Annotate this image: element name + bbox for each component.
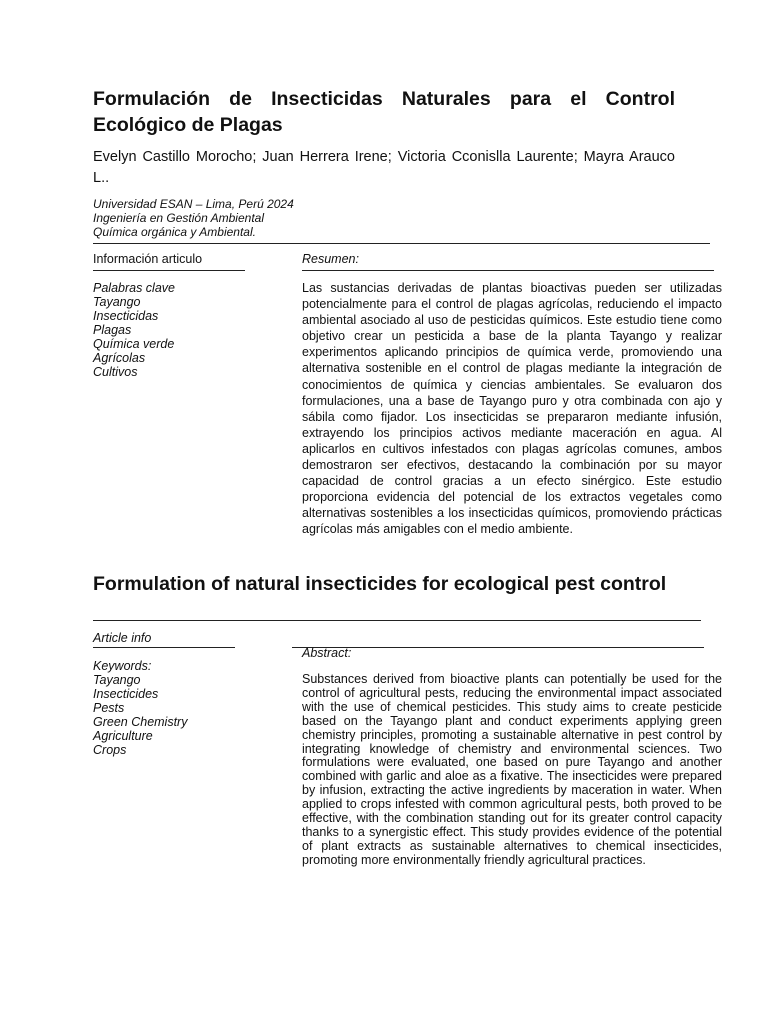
- keyword-item: Insecticidas: [93, 309, 159, 323]
- paper-title-english: Formulation of natural insecticides for ecological pest control: [93, 573, 667, 595]
- affiliation-course: Química orgánica y Ambiental.: [93, 225, 256, 239]
- affiliation-university: Universidad ESAN – Lima, Perú 2024: [93, 197, 294, 211]
- keyword-item: Tayango: [93, 673, 141, 687]
- affiliation-block: [93, 197, 493, 239]
- article-info-divider-english: [93, 647, 235, 648]
- keyword-item: Cultivos: [93, 365, 138, 379]
- abstract-label-english: Abstract:: [302, 646, 352, 660]
- abstract-label-spanish: Resumen:: [302, 252, 359, 266]
- abstract-text-spanish: Las sustancias derivadas de plantas bioactivas pueden ser utilizadas potencialmente para el control de plagas agrícolas, reduciendo el impacto ambiental asociado al uso de pesticidas químicos. Este estudio tiene como objetivo crear un pesticida a base de la planta Tayango y realizar experimentos aplicando principios de química verde, promoviendo una alternativa sostenible en el control de plagas mediante la integración de conocimientos de química y ciencias ambientales. Se evaluaron dos formulaciones, una a base de Tayango puro y otra combinada con ajo y sábila como fijador. Los insecticidas se prepararon mediante infusión, extrayendo los principios activos mediante maceración en agua. Al aplicarlos en cultivos infestados con plagas agrícolas comunes, ambos demostraron ser efectivos, destacando la combinación por su mayor capacidad de control gracias a un efecto sinérgico. Este estudio proporciona evidencia del potencial de los extractos vegetales como alternativas sostenibles a los insecticidas químicos, promoviendo prácticas agrícolas más amigables con el medio ambiente.: [302, 281, 722, 537]
- author-list: Evelyn Castillo Morocho; Juan Herrera Irene; Victoria Cconislla Laurente; Mayra Arauco L..: [93, 149, 675, 186]
- keyword-list-english: [93, 659, 187, 757]
- keyword-item: Tayango: [93, 295, 141, 309]
- abstract-text-english: Substances derived from bioactive plants can potentially be used for the control of agricultural pests, reducing the environmental impact associated with the use of chemical pesticides. This study aims to create pesticide based on the Tayango plant and conduct experiments applying green chemistry principles, promoting a sustainable alternative in pest control by integrating knowledge of chemistry and environmental sciences. Two formulations were evaluated, one based on pure Tayango and another combined with garlic and aloe as a fixative. The insecticides were prepared by infusion, extracting the active ingredients by maceration in water. When applied to crops infested with common agricultural pests, both proved to be effective, with the combination standing out for its greater control capacity thanks to a synergistic effect. This study provides evidence of the potential of plant extracts as sustainable alternatives to chemical insecticides, promoting more environmentally friendly agricultural practices.: [302, 672, 722, 867]
- keyword-list-spanish: [93, 281, 175, 379]
- keyword-item: Pests: [93, 701, 125, 715]
- keywords-heading: Keywords:: [93, 659, 152, 673]
- keywords-heading: Palabras clave: [93, 281, 175, 295]
- keyword-item: Química verde: [93, 337, 175, 351]
- article-info-label-english: Article info: [93, 631, 152, 645]
- keyword-item: Plagas: [93, 323, 132, 337]
- keyword-item: Green Chemistry: [93, 715, 188, 729]
- keyword-item: Agrícolas: [93, 351, 146, 365]
- article-info-label-spanish: Información articulo: [93, 252, 203, 266]
- english-title-divider: [93, 620, 701, 621]
- article-info-divider-spanish: [93, 270, 245, 271]
- keyword-item: Agriculture: [93, 729, 153, 743]
- keyword-item: Crops: [93, 743, 127, 757]
- affiliation-program: Ingeniería en Gestión Ambiental: [93, 211, 264, 225]
- keyword-item: Insecticides: [93, 687, 159, 701]
- paper-title-spanish: Formulación de Insecticidas Naturales para el Control Ecológico de Plagas: [93, 88, 675, 136]
- header-divider: [93, 243, 710, 244]
- abstract-divider-spanish: [302, 270, 714, 271]
- abstract-divider-english: [292, 647, 704, 648]
